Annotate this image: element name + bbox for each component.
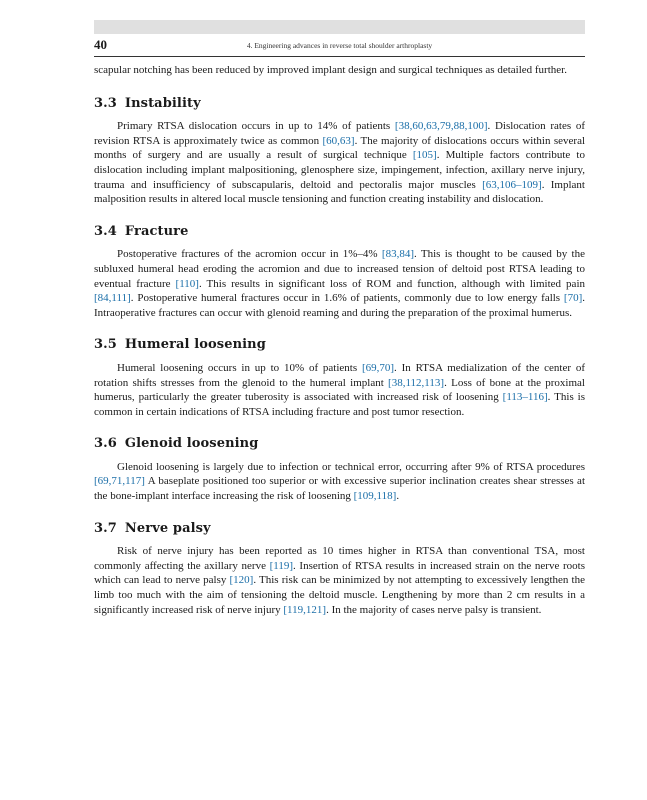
- citation-link[interactable]: [69,70]: [361, 361, 395, 374]
- section-number: 3.4: [94, 223, 117, 239]
- text-run: . In the majority of cases nerve palsy is transient.: [326, 603, 542, 616]
- text-run: . Multiple factors contribute to dislocation including implant malpositioning, glenosphere size, impingement, infection, axillary nerve injury, trauma and insufficiency of subscapularis, deltoid and pectoralis major muscles: [94, 149, 585, 191]
- citation-link[interactable]: [113–116]: [502, 391, 548, 404]
- citation-link[interactable]: [38,112,113]: [388, 376, 445, 389]
- section-paragraph: [94, 247, 585, 320]
- text-run: . This is thought to be caused by the subluxed humeral head eroding the acromion and due to increased tension of deltoid post RTSA leading to eventual fracture: [94, 248, 585, 290]
- section-number: 3.5: [94, 337, 117, 353]
- text-run: scapular notching has been reduced by improved implant design and surgical techniques as detailed further.: [94, 64, 567, 76]
- section-title: Nerve palsy: [124, 520, 211, 536]
- section-heading: [94, 225, 585, 240]
- running-title: 4. Engineering advances in reverse total shoulder arthroplasty: [246, 41, 433, 50]
- text-run: . Insertion of RTSA results in increased strain on the nerve roots which can lead to nerve palsy: [94, 559, 585, 587]
- citation-link[interactable]: [105]: [412, 149, 437, 162]
- page-content: [94, 63, 585, 617]
- text-run: Glenoid loosening is largely due to infection or technical error, occurring after 9% of RTSA procedures: [117, 460, 585, 473]
- section-number: 3.3: [94, 95, 117, 111]
- page-header: [94, 34, 585, 57]
- citation-link[interactable]: [120]: [229, 574, 254, 587]
- intro-paragraph: [94, 63, 585, 78]
- citation-link[interactable]: [84,111]: [94, 292, 131, 305]
- text-run: . Dislocation rates of revision RTSA is approximately twice as common: [94, 120, 585, 147]
- text-run: . Loss of bone at the proximal humerus, particularly the greater tuberosity is associated with increased risk of loosening: [94, 376, 585, 404]
- citation-link[interactable]: [63,106–109]: [482, 178, 542, 191]
- citation-link[interactable]: [109,118]: [353, 490, 397, 503]
- text-run: Postoperative fractures of the acromion occur in 1%–4%: [117, 248, 382, 261]
- section-title: Fracture: [124, 223, 189, 239]
- text-run: . Postoperative humeral fractures occur in 1.6% of patients, commonly due to low energy falls: [130, 292, 564, 305]
- citation-link[interactable]: [110]: [175, 277, 199, 290]
- text-run: . This results in significant loss of ROM and function, although with limited pain: [198, 277, 586, 290]
- section-heading: [94, 338, 585, 353]
- citation-link[interactable]: [119,121]: [283, 603, 327, 616]
- section-title: Instability: [124, 95, 201, 111]
- text-run: Primary RTSA dislocation occurs in up to 14% of patients: [117, 120, 395, 133]
- citation-link[interactable]: [69,71,117]: [94, 475, 145, 488]
- section-paragraph: [94, 119, 585, 207]
- citation-link[interactable]: [70]: [563, 292, 583, 305]
- section-heading: [94, 437, 585, 452]
- citation-link[interactable]: [60,63]: [322, 134, 355, 147]
- text-run: Humeral loosening occurs in up to 10% of patients: [117, 361, 362, 374]
- citation-link[interactable]: [83,84]: [381, 248, 414, 261]
- text-run: . In RTSA medialization of the center of rotation shifts stresses from the glenoid to the humeral implant: [94, 361, 585, 389]
- sections-container: [94, 97, 585, 618]
- text-run: . This is common in certain indications of RTSA including fracture and post tumor resection.: [94, 391, 585, 418]
- text-run: Risk of nerve injury has been reported as 10 times higher in RTSA than conventional TSA, most commonly affecting the axillary nerve: [94, 545, 585, 572]
- section-paragraph: [94, 460, 585, 504]
- text-run: A baseplate positioned too superior or with excessive superior inclination creates shear stresses at the bone-implant interface increasing the risk of loosening: [94, 475, 585, 503]
- text-run: . This risk can be minimized by not attempting to excessively lengthen the limb too much with the aim of tensioning the deltoid muscle. Lengthening by more than 2 cm results in a significantly increased risk of nerve injury: [94, 574, 585, 616]
- top-bar: [94, 20, 585, 34]
- section-paragraph: [94, 361, 585, 419]
- text-run: . Implant malposition results in altered local muscle tensioning and function creating instability and dislocation.: [94, 178, 585, 206]
- citation-link[interactable]: [119]: [269, 559, 294, 572]
- text-run: . Intraoperative fractures can occur with glenoid reaming and during the preparation of the proximal humerus.: [94, 292, 585, 319]
- section-number: 3.7: [94, 520, 117, 536]
- text-run: . The majority of dislocations occurs within several months of surgery and are usually a result of surgical technique: [94, 134, 586, 162]
- section-heading: [94, 522, 585, 537]
- section-heading: [94, 97, 585, 112]
- section-number: 3.6: [94, 436, 117, 452]
- text-run: .: [396, 490, 400, 503]
- section-title: Glenoid loosening: [124, 436, 259, 452]
- page-number: 40: [94, 37, 107, 52]
- section-title: Humeral loosening: [124, 337, 266, 353]
- section-paragraph: [94, 544, 585, 617]
- citation-link[interactable]: [38,60,63,79,88,100]: [394, 120, 488, 133]
